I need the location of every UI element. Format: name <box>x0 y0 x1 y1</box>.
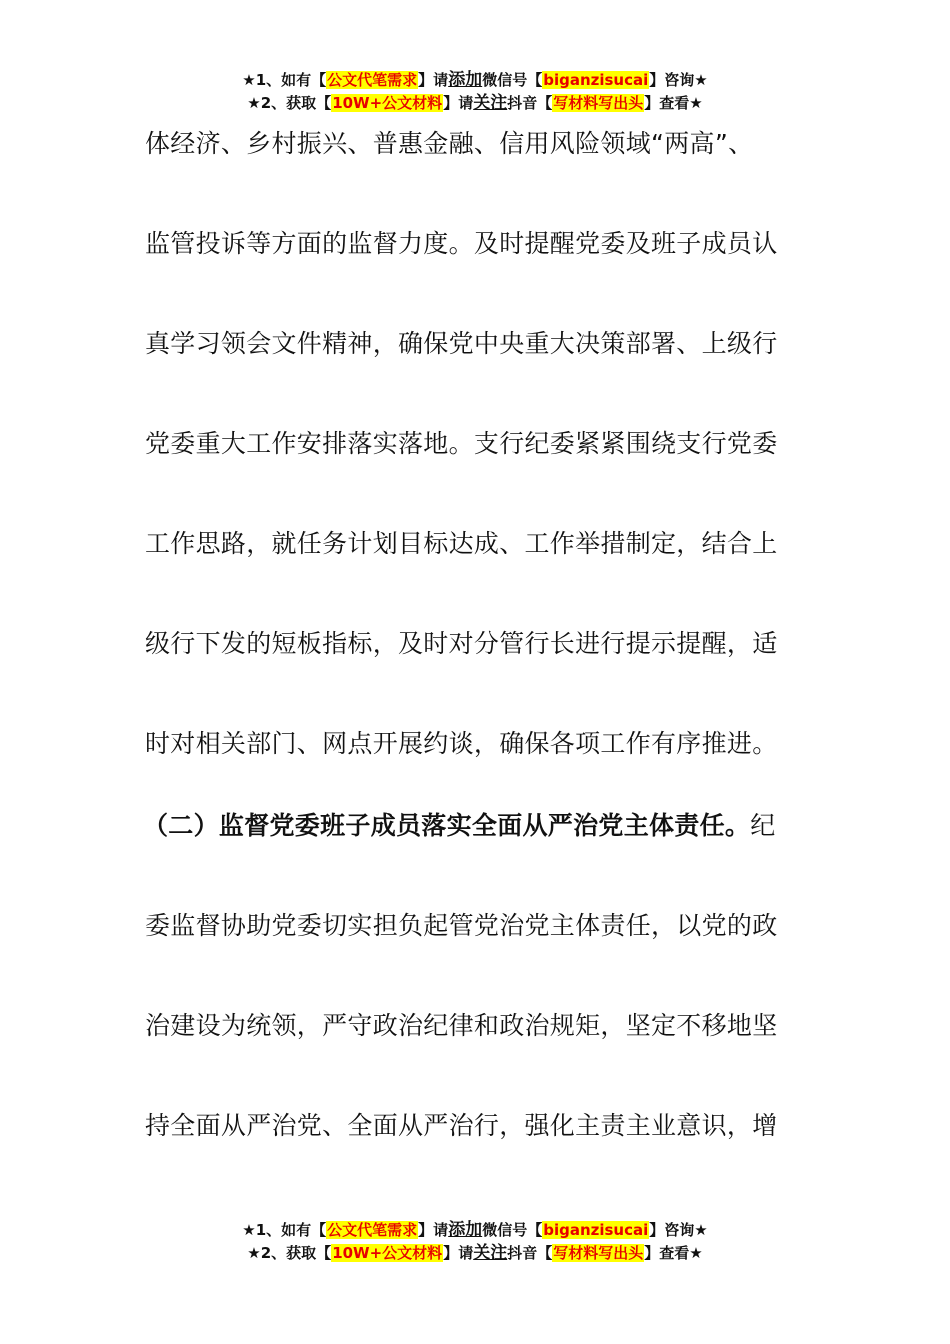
text-line: 党委重大工作安排落实落地。支行纪委紧紧围绕支行党委 <box>145 429 778 458</box>
text-line: 级行下发的短板指标，及时对分管行长进行提示提醒，适 <box>145 629 778 658</box>
highlight-materials: 10W+公文材料 <box>332 1244 443 1262</box>
text-line: 监管投诉等方面的监督力度。及时提醒党委及班子成员认 <box>145 229 778 258</box>
header-banner <box>0 69 950 115</box>
highlight-douyin: 写材料写出头 <box>553 94 644 112</box>
text-line: 治建设为统领，严守政治纪律和政治规矩，坚定不移地坚 <box>145 1011 778 1040</box>
highlight-service: 公文代笔需求 <box>327 71 418 89</box>
section-heading: （二）监督党委班子成员落实全面从严治党主体责任。 <box>143 811 751 840</box>
text-line: 持全面从严治党、全面从严治行，强化主责主业意识，增 <box>145 1111 778 1140</box>
text-line: 工作思路，就任务计划目标达成、工作举措制定，结合上 <box>145 529 778 558</box>
banner-line-2: ★2、获取【10W+公文材料】请关注抖音【写材料写出头】查看★ <box>247 93 703 113</box>
highlight-wechat-id: biganzisucai <box>543 71 649 89</box>
highlight-materials: 10W+公文材料 <box>332 94 443 112</box>
highlight-service: 公文代笔需求 <box>327 1221 418 1239</box>
banner-line-2: ★2、获取【10W+公文材料】请关注抖音【写材料写出头】查看★ <box>247 1243 703 1263</box>
text-line: 时对相关部门、网点开展约谈，确保各项工作有序推进。 <box>145 729 778 758</box>
highlight-wechat-id: biganzisucai <box>543 1221 649 1239</box>
highlight-douyin: 写材料写出头 <box>553 1244 644 1262</box>
text-line: 体经济、乡村振兴、普惠金融、信用风险领域“两高”、 <box>145 129 754 158</box>
text-line: 委监督协助党委切实担负起管党治党主体责任，以党的政 <box>145 911 778 940</box>
banner-line-1: ★1、如有【公文代笔需求】请添加微信号【biganzisucai】咨询★ <box>242 1220 708 1240</box>
section-heading-line: （二）监督党委班子成员落实全面从严治党主体责任。纪 <box>143 811 776 840</box>
footer-banner <box>0 1219 950 1265</box>
text-line: 真学习领会文件精神，确保党中央重大决策部署、上级行 <box>145 329 778 358</box>
banner-line-1: ★1、如有【公文代笔需求】请添加微信号【biganzisucai】咨询★ <box>242 70 708 90</box>
